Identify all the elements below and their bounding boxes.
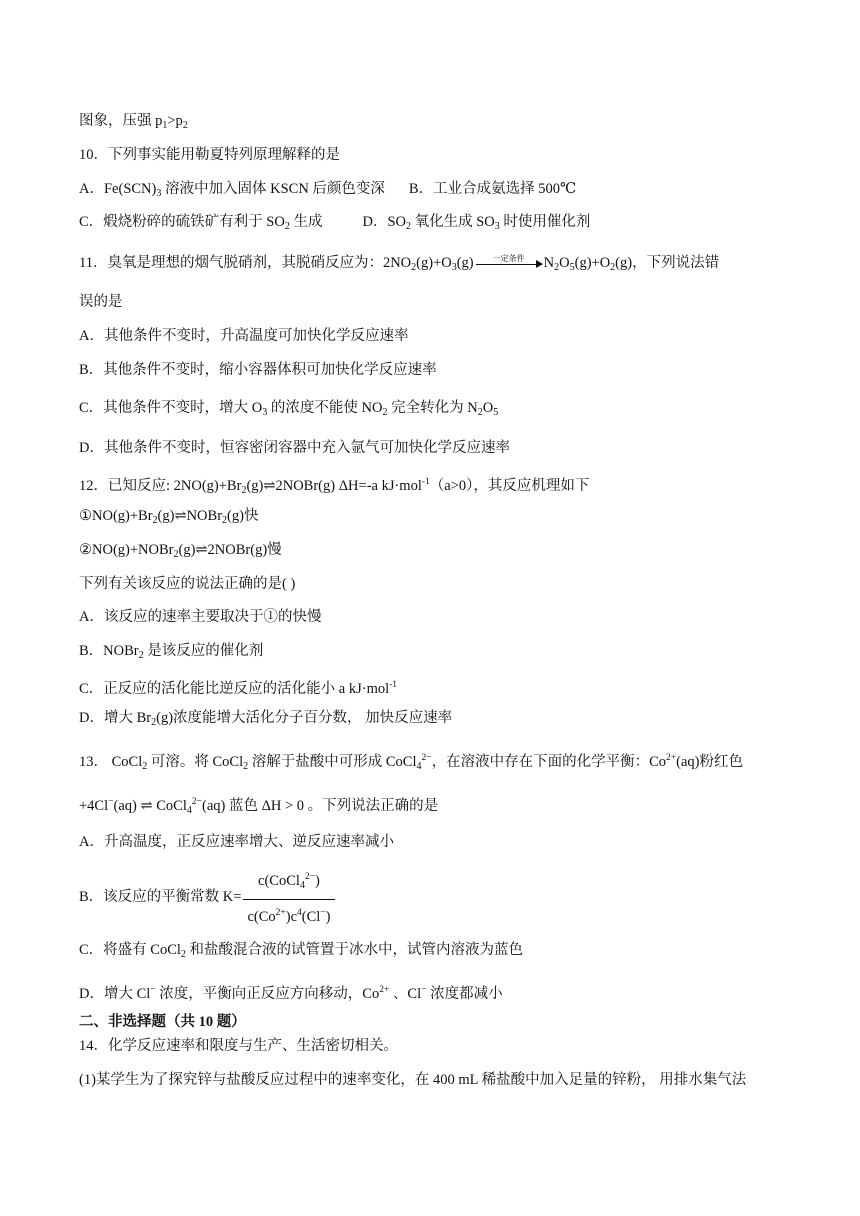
question-12-ask: 下列有关该反应的说法正确的是( ) [79,576,296,592]
option-12a: A．该反应的速率主要取决于①的快慢 [79,609,322,625]
option-11d: D．其他条件不变时，恒容密闭容器中充入氩气可加快化学反应速率 [79,440,510,456]
question-11: 11．臭氧是理想的烟气脱硝剂，其脱硝反应为：$2NO_2(g)+O_3(g)$ 一定条件 $N_2O_5(g)+O_2(g)$，下列说法错 [79,253,720,273]
option-12b: B．NOBr$_2$ 是该反应的催化剂 [79,643,264,661]
option-10a-b: A．$Fe(SCN)_3$ 溶液中加入固体 KSCN 后颜色变深 B．工业合成氨选择 500℃ [79,181,577,199]
mechanism-step-2: ②NO(g)+NOBr$_2$(g)⇌2NOBr(g)慢 [79,542,282,560]
section-heading: 二、非选择题（共 10 题） [79,1014,246,1030]
mechanism-step-1: $①NO(g)+Br_2(g)\rightleftharpoons NOBr_2(g)$快 [79,508,259,526]
equilibrium-constant-fraction: $\frac{c(CoCl_4^{2-})}{c(Co^{2+})c^4(Cl^-)}$ [243,866,334,928]
question-12: 12．已知反应: $2NO(g)+Br_2(g)\rightleftharpoons 2NOBr(g)$ ΔH=-a kJ·mol$^{-1}$（a>0），其反应机理如下 [79,477,590,496]
option-13c: C．将盛有 CoCl$_2$ 和盐酸混合液的试管置于冰水中，试管内溶液为蓝色 [79,942,524,960]
option-11b: B．其他条件不变时，缩小容器体积可加快化学反应速率 [79,362,437,378]
option-13d: D．增大 Cl− 浓度，平衡向正反应方向移动，$Co^{2+}$ 、Cl− 浓度都减小 [79,985,503,1002]
option-12c: C．正反应的活化能比逆反应的活化能小 a kJ·mol$^{-1}$ [79,680,398,697]
question-11-cont: 误的是 [79,294,123,310]
text-line: 图象，压强 $p_1>p_2$ [79,113,188,131]
option-13a: A．升高温度，正反应速率增大、逆反应速率减小 [79,834,394,850]
option-11a: A．其他条件不变时，升高温度可加快化学反应速率 [79,328,409,344]
option-12d: D．增大 $Br_2(g)$浓度能增大活化分子百分数， 加快反应速率 [79,710,453,728]
option-10c-d: C．煅烧粉碎的硫铁矿有利于 $SO_2$ 生成 D．$SO_2$ 氧化生成 $SO_3$ 时使用催化剂 [79,214,591,232]
option-13b: B．该反应的平衡常数 K= $\frac{c(CoCl_4^{2-})}{c(Co^{2+})c^4(Cl^-)}$ [79,866,800,928]
question-13: 13． CoCl$_2$ 可溶。将 CoCl$_2$ 溶解于盐酸中可形成 CoCl$_4^{2-}$，在溶液中存在下面的化学平衡：$Co^{2+}(aq)$粉红色 [79,753,743,772]
option-11c: C．其他条件不变时，增大 $O_3$ 的浓度不能使 $NO_2$ 完全转化为 $N_2O_5$ [79,400,499,418]
reaction-arrow: 一定条件 [476,257,542,271]
question-14: 14．化学反应速率和限度与生产、生活密切相关。 [79,1038,398,1054]
question-14-part-1: (1)某学生为了探究锌与盐酸反应过程中的速率变化，在 400 mL 稀盐酸中加入足量的锌粉， 用排水集气法 [79,1072,747,1088]
question-13-cont: +4Cl−(aq) ⇌ CoCl$_4^{2-}$(aq) 蓝色 ΔH > 0 。下列说法正确的是 [79,797,439,816]
question-10: 10．下列事实能用勒夏特列原理解释的是 [79,147,340,163]
